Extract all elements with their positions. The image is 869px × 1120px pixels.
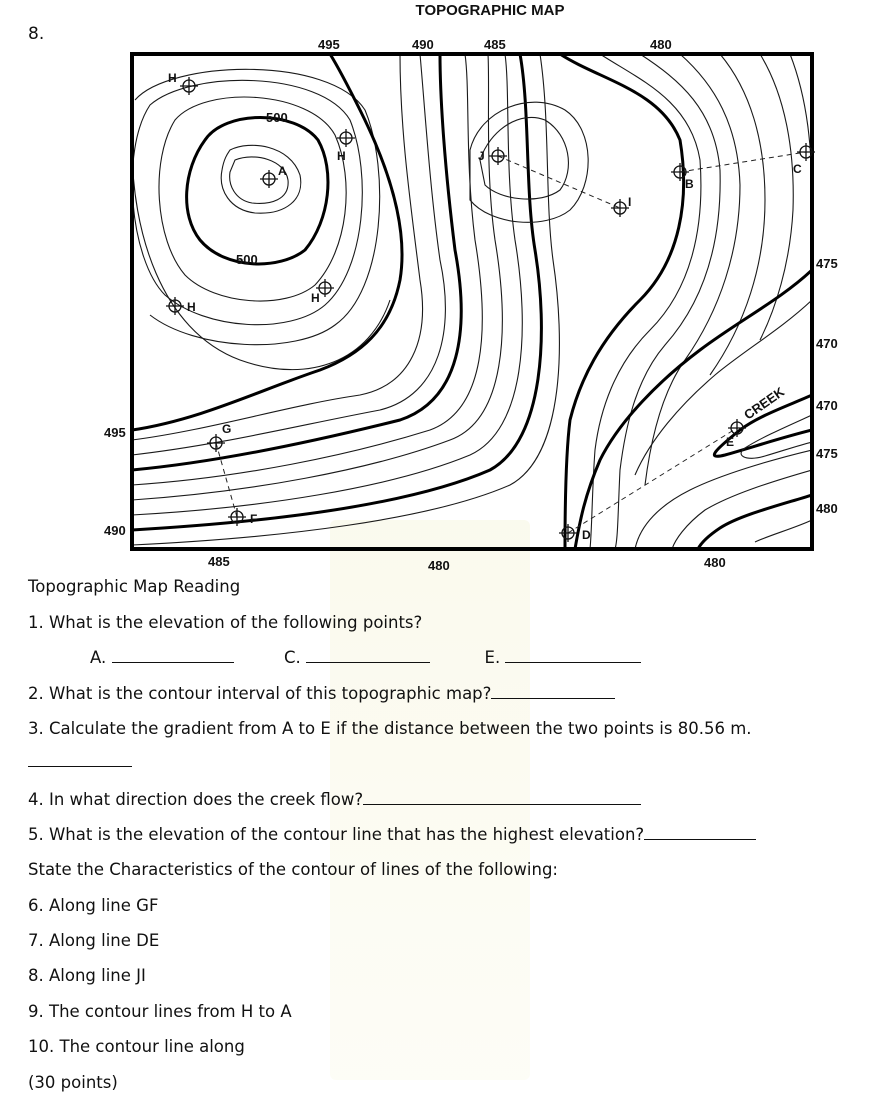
marker-d bbox=[559, 524, 577, 542]
label-right-470: 470 bbox=[816, 336, 838, 351]
label-bottom-485: 485 bbox=[208, 554, 230, 569]
marker-h1 bbox=[180, 77, 198, 95]
label-right-475b: 475 bbox=[816, 446, 838, 461]
question-10: 10. The contour line along bbox=[28, 1037, 245, 1056]
instruction: State the Characteristics of the contour of lines of the following: bbox=[28, 860, 558, 879]
point-a: A bbox=[278, 164, 287, 178]
question-1-answers bbox=[90, 648, 641, 667]
label-top-480: 480 bbox=[650, 37, 672, 52]
question-4 bbox=[28, 790, 641, 809]
points-note: (30 points) bbox=[28, 1073, 118, 1092]
question-number: 8. bbox=[28, 24, 45, 44]
answer-c-blank[interactable] bbox=[306, 648, 430, 663]
question-7: 7. Along line DE bbox=[28, 931, 160, 950]
point-d: D bbox=[582, 528, 591, 542]
point-h4: H bbox=[311, 291, 320, 305]
label-top-485: 485 bbox=[484, 37, 506, 52]
label-bottom-480: 480 bbox=[428, 558, 450, 573]
answer-c-label: C. bbox=[284, 648, 301, 667]
label-right-475: 475 bbox=[816, 256, 838, 271]
label-left-490: 490 bbox=[104, 523, 126, 538]
point-b: B bbox=[685, 177, 694, 191]
point-h2: H bbox=[337, 149, 346, 163]
label-right-480: 480 bbox=[816, 501, 838, 516]
contour-lines bbox=[132, 54, 812, 549]
question-5-text: 5. What is the elevation of the contour line that has the highest elevation? bbox=[28, 825, 645, 844]
point-e: E bbox=[726, 435, 735, 449]
marker-i bbox=[611, 199, 629, 217]
question-2 bbox=[28, 684, 615, 703]
point-h3: H bbox=[187, 300, 196, 314]
label-left-495: 495 bbox=[104, 425, 126, 440]
answer-a-blank[interactable] bbox=[112, 648, 234, 663]
marker-a bbox=[260, 170, 278, 188]
marker-j bbox=[489, 147, 507, 165]
label-top-490: 490 bbox=[412, 37, 434, 52]
question-2-blank[interactable] bbox=[491, 684, 615, 699]
answer-a-label: A. bbox=[90, 648, 107, 667]
label-creek: CREEK bbox=[741, 384, 788, 423]
question-6: 6. Along line GF bbox=[28, 896, 159, 915]
question-1: 1. What is the elevation of the following points? bbox=[28, 613, 423, 632]
label-bottom-480-right: 480 bbox=[704, 555, 726, 570]
answer-e-blank[interactable] bbox=[505, 648, 641, 663]
label-top-495: 495 bbox=[318, 37, 340, 52]
answer-e-label: E. bbox=[484, 648, 501, 667]
line-ji bbox=[498, 156, 620, 208]
point-h1: H bbox=[168, 71, 177, 85]
question-9: 9. The contour lines from H to A bbox=[28, 1002, 292, 1021]
question-3-answer bbox=[28, 752, 132, 771]
question-5 bbox=[28, 825, 756, 844]
question-4-blank[interactable] bbox=[363, 790, 641, 805]
point-i: I bbox=[628, 195, 632, 209]
line-gf bbox=[216, 443, 237, 517]
question-4-text: 4. In what direction does the creek flow? bbox=[28, 790, 364, 809]
map-title: TOPOGRAPHIC MAP bbox=[415, 2, 565, 19]
point-f: F bbox=[250, 512, 258, 526]
question-3-blank[interactable] bbox=[28, 752, 132, 767]
point-g: G bbox=[222, 422, 232, 436]
section-title: Topographic Map Reading bbox=[28, 577, 241, 596]
marker-h2 bbox=[337, 129, 355, 147]
marker-h3 bbox=[166, 297, 184, 315]
label-inner-500-top: 500 bbox=[266, 110, 288, 125]
point-j: J bbox=[478, 149, 485, 163]
label-right-470b: 470 bbox=[816, 398, 838, 413]
marker-g bbox=[207, 434, 225, 452]
question-2-text: 2. What is the contour interval of this topographic map? bbox=[28, 684, 492, 703]
label-inner-500-bottom: 500 bbox=[236, 252, 258, 267]
question-3: 3. Calculate the gradient from A to E if the distance between the two points is 80.56 m. bbox=[28, 719, 752, 738]
question-8: 8. Along line JI bbox=[28, 966, 146, 985]
question-5-blank[interactable] bbox=[644, 825, 756, 840]
point-c: C bbox=[793, 162, 802, 176]
